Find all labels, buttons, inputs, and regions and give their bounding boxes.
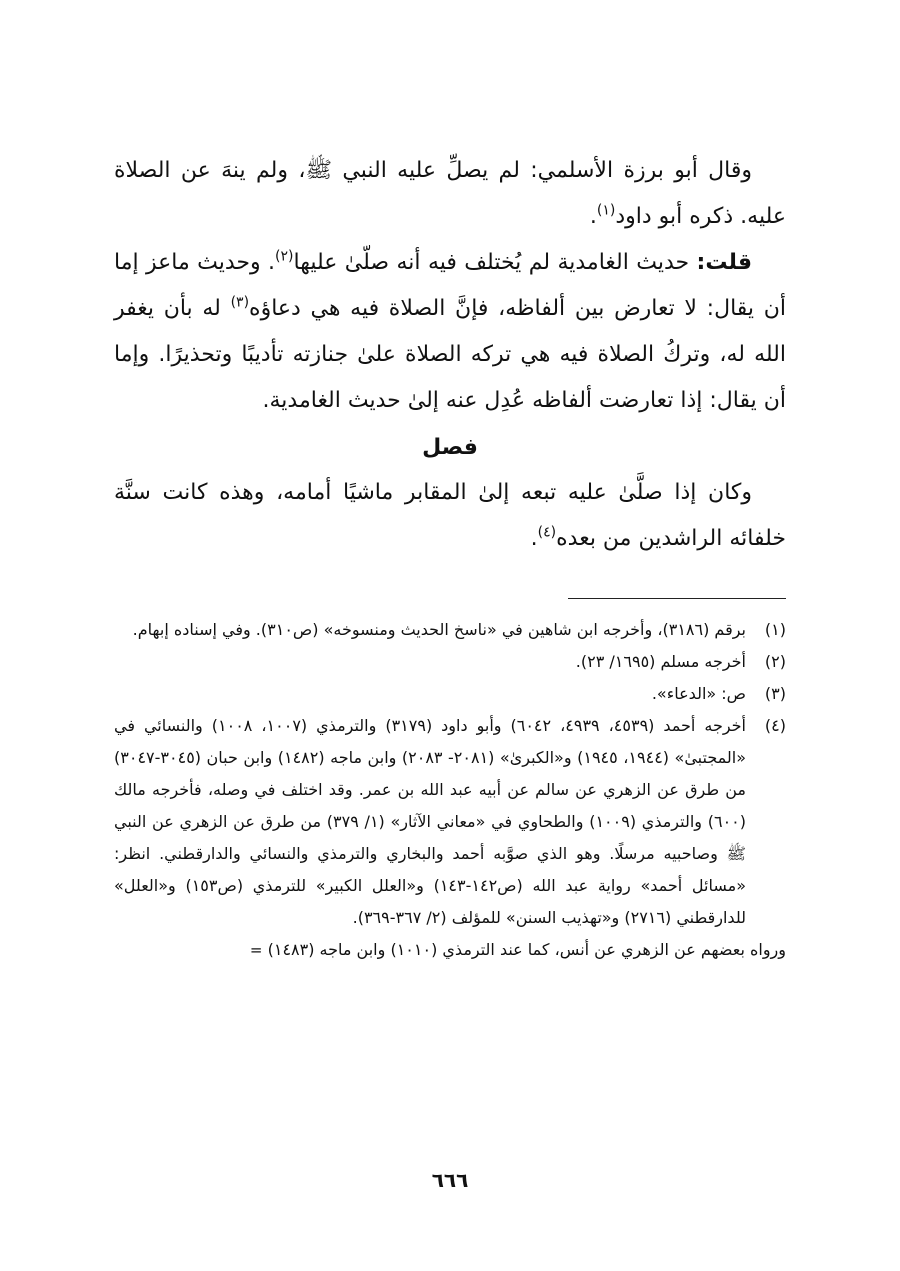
section-heading: فصل bbox=[422, 435, 478, 460]
footnote-number: (٣) bbox=[764, 684, 786, 703]
main-text bbox=[114, 148, 786, 562]
footnote-number: (١) bbox=[764, 620, 786, 639]
footnote-ref-3[interactable]: (٣) bbox=[230, 294, 250, 311]
paragraph-text-part2: . وحديث ماعز إما أن يقال: لا تعارض بين ألفاظه، فإنَّ الصلاة فيه هي دعاؤه bbox=[114, 250, 786, 321]
paragraph-text-part1: حديث الغامدية لم يُختلف فيه أنه صلّىٰ عليها bbox=[293, 250, 697, 275]
continuation-mark: = bbox=[249, 941, 263, 959]
paragraph-end: . bbox=[530, 526, 538, 551]
footnote-text: ص: «الدعاء». bbox=[651, 684, 746, 703]
footnote-text: أخرجه مسلم (١٦٩٥/ ٢٣). bbox=[575, 652, 746, 671]
footnotes bbox=[114, 614, 786, 966]
paragraph-ghamidiya bbox=[114, 240, 786, 424]
footnote-separator bbox=[568, 598, 786, 599]
footnote-ref-2[interactable]: (٢) bbox=[275, 248, 294, 265]
footnote-3 bbox=[114, 678, 786, 710]
footnote-continuation bbox=[114, 934, 786, 966]
footnote-text: برقم (٣١٨٦)، وأخرجه ابن شاهين في «ناسخ الحديث ومنسوخه» (ص٣١٠). وفي إسناده إبهام. bbox=[132, 620, 746, 639]
footnote-2 bbox=[114, 646, 786, 678]
paragraph-text-part3: له بأن يغفر الله له، وتركُ الصلاة فيه هي تركه الصلاة علىٰ جنازته تأديبًا وتحذيرًا. وإما أن يقال: إذا تعارضت ألفاظه عُدِل عنه إلىٰ حديث الغامدية. bbox=[114, 296, 786, 413]
page-number: ٦٦٦ bbox=[431, 1168, 469, 1192]
footnote-1 bbox=[114, 614, 786, 646]
paragraph-abu-barza bbox=[114, 148, 786, 240]
footnote-number: (٢) bbox=[764, 652, 786, 671]
paragraph-end: . bbox=[589, 204, 597, 229]
footnote-ref-4[interactable]: (٤) bbox=[537, 524, 557, 541]
footnote-text: أخرجه أحمد (٤٥٣٩، ٤٩٣٩، ٦٠٤٢) وأبو داود (٣١٧٩) والترمذي (١٠٠٧، ١٠٠٨) والنسائي في «المجتبىٰ» (١٩٤٤، ١٩٤٥) و«الكبرىٰ» (٢٠٨١- ٢٠٨٣) وابن ماجه (١٤٨٢) وابن حبان (٣٠٤٥-٣٠٤٧) من طرق عن الزهري عن سالم عن أبيه عبد الله بن عمر. وقد اختلف في وصله، فأخرجه مالك (٦٠٠) والترمذي (١٠٠٩) والطحاوي في «معاني الآثار» (١/ ٣٧٩) من طرق عن الزهري عن النبي ﷺ وصاحبيه مرسلًا. وهو الذي صوَّبه أحمد والبخاري والترمذي والنسائي والدارقطني. انظر: «مسائل أحمد» رواية عبد الله (ص١٤٢-١٤٣) و«العلل الكبير» للترمذي (ص١٥٣) و«العلل» للدارقطني (٢٧١٦) و«تهذيب السنن» للمؤلف (٢/ ٣٦٧-٣٦٩). bbox=[114, 716, 747, 927]
footnote-ref-1[interactable]: (١) bbox=[596, 202, 616, 219]
footnote-number: (٤) bbox=[764, 716, 786, 735]
paragraph-following-bier bbox=[114, 470, 786, 562]
paragraph-text: وقال أبو برزة الأسلمي: لم يصلِّ عليه النبي ﷺ، ولم ينهَ عن الصلاة عليه. ذكره أبو داود bbox=[114, 158, 786, 229]
paragraph-text: وكان إذا صلَّىٰ عليه تبعه إلىٰ المقابر ماشيًا أمامه، وهذه كانت سنَّة خلفائه الراشدين من بعده bbox=[114, 480, 786, 551]
paragraph-lead: قلت: bbox=[696, 250, 752, 275]
footnote-4 bbox=[114, 710, 786, 934]
continuation-text: ورواه بعضهم عن الزهري عن أنس، كما عند الترمذي (١٠١٠) وابن ماجه (١٤٨٣) bbox=[267, 940, 786, 959]
